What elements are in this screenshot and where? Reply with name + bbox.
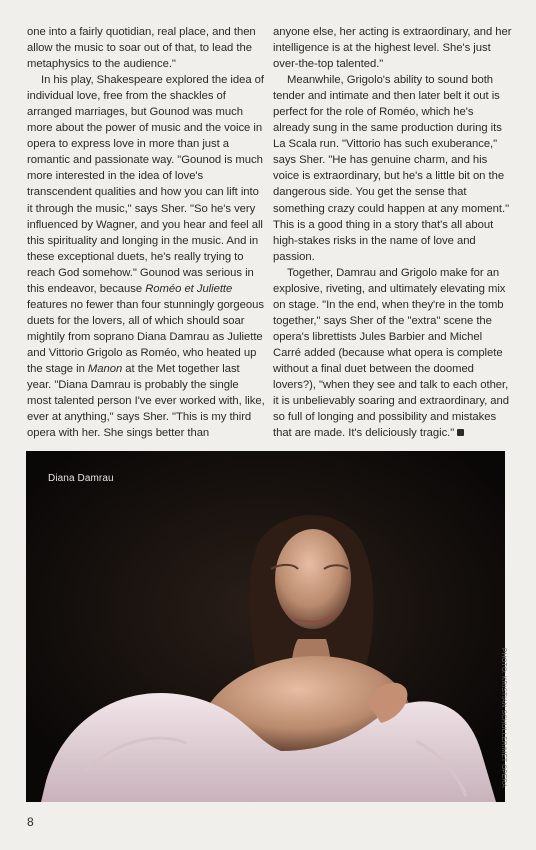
text-run: In his play, Shakespeare explored the idea of individual love, free from the shackles of arranged marriages, but Gounod was much more about the power of music and the voice in opera to express love in more than just a romantic and passionate way. "Gounod is much more interested in the idea of love's transcendent qualities and how you can lift into it through the music," says Sher. "So he's very influenced by Wagner, and you hear and feel all this spirituality and longing in the music. And in these exceptional duets, he's really trying to reach God somehow." Gounod was serious in this endeavor, because <box>27 74 264 295</box>
photo-credit: PHOTO: KRISTIAN SCHULLER/MET OPERA <box>500 648 507 788</box>
paragraph: one into a fairly quotidian, real place, and then allow the music to soar out of that, to lead the metaphysics to the audience." <box>27 26 256 71</box>
paragraph <box>27 72 265 441</box>
article-column-right <box>273 24 513 441</box>
photo-caption: Diana Damrau <box>48 473 114 484</box>
opera-title: Roméo et Juliette <box>145 282 233 295</box>
page-number: 8 <box>27 815 34 829</box>
portrait-illustration <box>26 451 505 802</box>
end-of-article-icon <box>457 429 464 436</box>
paragraph <box>273 265 513 442</box>
text-run: at the Met together last year. "Diana Damrau is probably the single most talented person I've ever worked with, like, ever at anything," says Sher. "This is my third opera with her. She sings better than <box>27 362 265 440</box>
text-run: Together, Damrau and Grigolo make for an explosive, riveting, and ultimately elevating mix on stage. "In the end, when they're in the tomb together," says Sher of the "extra" scene the opera's librettists Jules Barbier and Michel Carré added (because what opera is complete without a final duet between the doomed lovers?), "when they see and talk to each other, it is unbelievably soaring and extraordinary, and so full of longing and possibility and mistakes that are made. It's deliciously tragic." <box>273 266 509 440</box>
article-column-left <box>27 24 265 441</box>
paragraph: anyone else, her acting is extraordinary, and her intelligence is at the highest level. She's just over-the-top talented." <box>273 26 512 71</box>
portrait-photo <box>26 451 505 802</box>
opera-title: Manon <box>87 362 123 375</box>
text-run: features no fewer than four stunningly gorgeous duets for the lovers, all of which should soar mightily from soprano Diana Damrau as Juliette and Vittorio Grigolo as Roméo, who heated up the stage in <box>27 298 264 375</box>
paragraph: Meanwhile, Grigolo's ability to sound both tender and intimate and then later belt it out is perfect for the role of Roméo, which he's already sung in the same production during its La Scala run. "Vittorio has such exuberance," says Sher. "He has genuine charm, and his voice is extraordinary, but he's a little bit on the dangerous side. You get the sense that something crazy could happen at any moment." This is a good thing in a story that's all about high-stakes risks in the name of love and passion. <box>273 74 510 263</box>
